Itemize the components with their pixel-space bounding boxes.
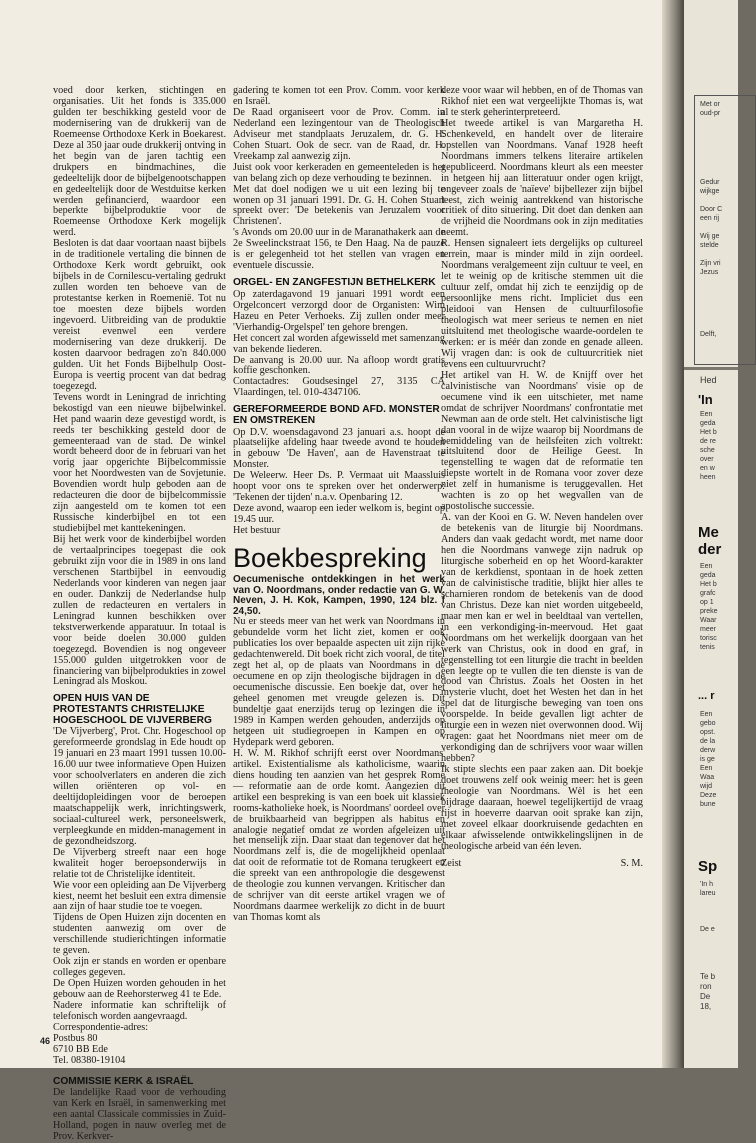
paragraph: Wie voor een opleiding aan De Vijverberg kiest, neemt het besluit een extra dimensie aan zijn of haar studie toe te voegen. <box>53 879 226 913</box>
heading-fragment: Sp <box>698 858 718 875</box>
paragraph: Tevens wordt in Leningrad de inrichting bekostigd van een nieuwe bijbelwinkel. Het pand waarin deze gevestigd wordt, is reeds ter beschikking gesteld door de gemeenteraad van de stad. De winkel wordt beheerd door de in februari van het vorig jaar opgerichte Bijbelcommissie voor het Noordwesten van de Sovjetunie. Bovendien wordt hulp geboden aan de redacteuren die door de bijbelcommissie zijn aangesteld om te komen tot een Russische kinderbijbel en tot een studiebijbel met kanttekeningen. <box>53 391 226 535</box>
heading-fragment: 'In <box>698 392 713 407</box>
paragraph: De Weleerw. Heer Ds. P. Vermaat uit Maassluis hoopt voor ons te spreken over het onderwerp: 'Tekenen der tijden' n.a.v. Openbaring 12. <box>233 470 445 504</box>
text-fragment: Te b ron De 18, <box>700 972 716 1011</box>
text-fragment: Wij ge stelde <box>700 233 720 249</box>
text-fragment: Met or oud-pr <box>700 101 721 117</box>
paragraph: De Vijverberg streeft naar een hoge kwaliteit hoger beroepsonderwijs in relatie tot de Christelijke identiteit. <box>53 846 226 880</box>
paragraph: Op zaterdagavond 19 januari 1991 wordt een Orgelconcert verzorgd door de Organisten: Wim Hazeu en Peter Verhoeks. Zij zullen onder meer 'Vierhandig-Orgelspel' ten gehore brengen. <box>233 288 445 333</box>
paragraph: gadering te komen tot een Prov. Comm. voor kerk en Israël. <box>233 85 445 107</box>
paragraph: deze voor waar wil hebben, en of de Thomas van Rikhof niet een wat vergeelijkte Thomas is, wat al te sterk geherinterpreteerd. <box>441 85 643 118</box>
article-heading: GEREFORMEERDE BOND AFD. MONSTER EN OMSTREKEN <box>233 404 440 426</box>
paragraph: Juist ook voor kerkeraden en gemeenteleden is het van belang zich op deze verhouding te bezinnen. <box>233 161 445 184</box>
signature-initials: S. M. <box>620 857 643 869</box>
signature: Het bestuur <box>233 525 281 537</box>
paragraph: A. van der Kooi en G. W. Neven handelen over de betekenis van de liturgie bij Noordmans. Anders dan vaak gedacht wordt, met name door hen die Noordmans vanwege zijn nadruk op liturgische soberheid en op het Woord-karakter van de kerkdienst, spontaan in de hoek zetten van de calvinistische traditie, blijkt hier alles te scharnieren rondom de betekenis van de dood van Christus. Deze kan niet worden uitgebeeld, maar men kan er wel in beeldtaal van vertellen, in een verkondiging-in-meervoud. Het gaat Noordmans om het werkelijk doorgaan van het werk van Christus, ook in dood en graf, in tegenstelling tot een liturgie die tracht in beelden een leegte op te vullen die ten dienste is van de dood van Christus. Zoals het Oosten in het mysterie vlucht, doet het Westen het dan in het spel dat de liturgische beweging van toen ons voorspelde. In beide gevallen ligt achter de liturgie een in wezen niet overwonnen dood. Wij vragen: gaat het Noordmans niet meer om de verkondiging dan de schrijvers voor waar willen hebben? <box>441 512 643 765</box>
heading-fragment: Me der <box>698 524 722 558</box>
text-fragment: De e <box>700 926 715 933</box>
paragraph: De Open Huizen worden gehouden in het gebouw aan de Reehorsterweg 41 te Ede. <box>53 978 226 1001</box>
review-section-title: Boekbespreking <box>233 543 427 574</box>
paragraph: Op D.V. woensdagavond 23 januari a.s. hoopt de plaatselijke afdeling haar tweede avond te houden in gebouw 'De Haven', aan de Havenstraat te Monster. <box>233 426 445 471</box>
paragraph: Ik stipte slechts een paar zaken aan. Dit boekje doet trouwens zelf ook weinig meer: het is geen theologie van Noordmans. Wèl is het een bijdrage daaraan, hoewel tegelijkertijd de vraag rijst in hoeverre daarvan ooit sprake kan zijn, met zoveel elkaar doorkruisende gedachten en elkaar afwisselende ontwikkelingslijnen in de theologische arbeid van één leven. <box>441 764 643 852</box>
paragraph: De Raad organiseert voor de Prov. Comm. in Nederland een lezingentour van de Theologisch Adviseur met standplaats Jeruzalem, dr. G. H. Cohen Stuart. Ook de secr. van de Raad, dr. H. Vreekamp zal aanwezig zijn. <box>233 106 445 162</box>
paragraph: 's Avonds om 20.00 uur in de Maranathakerk aan de 2e Sweelinckstraat 156, te Den Haag. Na de pauze is er gelegenheid tot het stellen van vragen en eventuele discussie. <box>233 227 445 272</box>
text-fragment: Gedur wijkge <box>700 179 720 195</box>
article-heading: COMMISSIE KERK & ISRAËL <box>53 1075 194 1087</box>
paragraph: H. W. M. Rikhof schrijft eerst over Noordmans' artikel. Existentialisme als katholicisme, waarin diens houding ten aanzien van het gesprek Rome — reformatie aan de orde komt. Aangezien dit artikel een bespreking is van een boek uit klassiek rooms-katholieke hoek, is Noordmans' oordeel over de bruikbaarheid van begrippen als habitus en analogie negatief omdat ze worden afgeleizen uit het menselijk zijn. Daar staat dan tegenover dat het Noordmans zelf is, die de mogelijkheid openlaat dat ooit de reformatie tot de Romana terugkeert en die spreekt van een anthropologie die desgewenst de theologie zou kunnen vervangen. Kritischer dan de schrijver van dit eerste artikel vragen we of Noordmans daarmee werkelijk zo dicht in de buurt van Thomas komt als <box>233 747 445 924</box>
signature-place: Zeist <box>441 857 462 869</box>
article-heading: OPEN HUIS VAN DE PROTESTANTS CHRISTELIJKE HOGESCHOOL DE VIJVERBERG <box>53 693 212 726</box>
text-fragment: Zijn vri Jezus <box>700 260 721 276</box>
text-fragment: 'In h lareu <box>700 881 716 897</box>
paragraph: Contactadres: Goudsesingel 27, 3135 CA Vlaardingen, tel. 010-4347106. <box>233 376 445 399</box>
paragraph: De aanvang is 20.00 uur. Na afloop wordt gratis koffie geschonken. <box>233 354 445 377</box>
text-fragment: Een gebo opst. de la derw is ge Een Waa wijd Deze bune <box>700 711 717 808</box>
paragraph: Nu er steeds meer van het werk van Noordmans in gebundelde vorm het licht ziet, komen er ook publicaties los over bepaalde aspecten uit zijn rijke gedachtenwereld. Dit boek richt zich vooral, de titel zegt het al, op de plaats van Noordmans in de oecumene en op zijn theologische bijdragen in de oecumenische discussie. Een boekje dat, over het geheel genomen met vreugde gelezen is. Dit bundeltje gaat enerzijds terug op lezingen die in 1989 in Kampen werden gehouden, anderzijds op hetgeen uit studiegroepen in Kampen en op Hydepark werd geboren. <box>233 616 445 748</box>
heading-fragment: ... r <box>698 690 715 702</box>
column-3 <box>441 86 643 870</box>
page-gutter <box>662 0 684 1068</box>
review-book-details: Oecumenische ontdekkingen in het werk van O. Noordmans, onder redactie van G. W. Neven, J. H. Kok, Kampen, 1990, 124 blz. f 24,50. <box>233 574 445 617</box>
paragraph: Met dat doel nodigen we u uit een lezing bij te wonen op 31 januari 1991. Dr. G. H. Cohen Stuart spreekt over: 'De betekenis van Jeruzalem voor Christenen'. <box>233 183 445 228</box>
divider <box>684 367 738 370</box>
paragraph: Het tweede artikel is van Margaretha H. Schenkeveld, en handelt over de literaire opstellen van Noordmans. Vanaf 1928 heeft Noordmans immers telkens literaire artikelen gepubliceerd. Noordmans kleurt als een meester in hetgeen hij aan litteratuur onder ogen krijgt, ongeveer zoals de 'naïeve' bijbellezer zijn bijbel leest, zich weinig aantrekkend van historische critiek of dito situering. Dit doet dan denken aan de vrijheid die Noordmans ook in zijn meditaties neemt. <box>441 117 643 239</box>
text-fragment: Door C een rij <box>700 206 723 222</box>
column-2 <box>233 86 445 924</box>
paragraph: Het concert zal worden afgewisseld met samenzang van bekende liederen. <box>233 332 445 355</box>
paragraph: Correspondentie-adres: <box>53 1021 149 1033</box>
page-number: 46 <box>40 1036 51 1046</box>
paragraph: Ook zijn er stands en worden er openbare colleges gegeven. <box>53 956 226 979</box>
paragraph: R. Hensen signaleert iets dergelijks op cultureel terrein, maar is minder mild in zijn oordeel. Noordmans veralgemeent zijn cultuur te veel, en let te weinig op de kritische stemmen uit die cultuur zelf, omdat hij zich te eenzijdig op de persoonlijke mens richt. Impliciet dus een pleidooi van Hensen de cultuurfilosofie theologisch wat meer serieus te nemen en niet uitsluitend met theologische waarde-oordelen te werken: er is méér dan zonde en genade alleen. Wij vragen dan: is ook de cultuurcritiek niet tevens een cultuurvrucht? <box>441 238 643 370</box>
text-fragment: Delft, <box>700 331 717 338</box>
paragraph: Het artikel van H. W. de Knijff over het calvinistische van Noordmans' visie op de oecumene vind ik een uitschieter, met name omdat de schrijver Noordmans' confrontatie met Newman aan de orde stelt. Het calvinistische ligt dan vooral in de wijze waarop bij Noordmans de bemiddeling van de heilsfeiten zich voltrekt: uitsluitend door de Heilige Geest. In tegenstelling te wagen dat de reformatie ten diepste wortelt in de Romana voor zover deze niet zelf in humanisme is teruggevallen. Het wachten is zo op het wegvallen van de apostolische successie. <box>441 369 643 513</box>
paragraph: Tijdens de Open Huizen zijn docenten en studenten aanwezig om over de verschillende studierichtingen informatie te geven. <box>53 912 226 957</box>
paragraph: Bij het werk voor de kinderbijbel worden de vertaalprincipes toegepast die ook gebruikt zijn voor die in 1989 in ons land verschenen Startbijbel in eenvoudig Nederlands voor kinderen van negen jaar en ouder. Dankzij de Nederlandse hulp zullen de redacteuren en vertalers in Leningrad kunnen beschikken over tekstverwerkende apparatuur. In totaal is voor beide doelen 30.000 gulden toegezegd. Bovendien is nog ongeveer 155.000 gulden uitgetrokken voor de financiering van bijbelprodukties in zowel Leningrad als Moskou. <box>53 534 226 688</box>
paragraph: voed door kerken, stichtingen en organisaties. Uit het fonds is 335.000 gulden ter beschikking gesteld voor de modernisering van de drukkerij van de Roemeense Orthodoxe Kerk in Boekarest. Deze al 350 jaar oude drukkerij ontving in het begin van de jaren tachtig een drukpers en bindmachines, die gedeeltelijk door de bijbelgenootschappen en gedeeltelijk door de Westduitse kerken werden gefinancierd, waardoor een beperkte bijbelproduktie voor de Roemeense Orthodoxe Kerk mogelijk werd. <box>53 85 226 239</box>
text-fragment: Een geda Het b grafc op 1 preke Waar meer torisc tenis <box>700 563 718 651</box>
paragraph: Besloten is dat daar voortaan naast bijbels in de traditionele vertaling die binnen de Orthodoxe Kerk wordt gebruikt, ook bijbels in de Cornilescu-vertaling gedrukt zullen worden ten behoeve van de protestantse kerken in Roemenië. Tot nu toe moesten deze bijbels worden ingevoerd. Uitbreiding van de produktie vereist evenwel een verdere modernisering van deze drukkerij. De kosten daarvoor bedragen zo'n 840.000 gulden. Uit het Fonds Bijbelhulp Oost-Europa is veertig procent van dat bedrag toegezegd. <box>53 238 226 392</box>
paragraph: De landelijke Raad voor de verhouding van Kerk en Israël, in samenwerking met een aantal Classicale commissies in Zuid-Holland, pogen in nauw overleg met de Prov. Kerkver- <box>53 1087 226 1143</box>
review-signature <box>441 859 643 870</box>
address-line: 6710 BB Ede <box>53 1043 108 1055</box>
address-line: Postbus 80 <box>53 1032 98 1044</box>
paragraph: Deze avond, waarop een ieder welkom is, begint op 19.45 uur. <box>233 503 445 526</box>
address-line: Tel. 08380-19104 <box>53 1054 126 1066</box>
boxed-notice <box>694 95 756 365</box>
paragraph: Nadere informatie kan schriftelijk of telefonisch worden aangevraagd. <box>53 1000 226 1022</box>
text-fragment: Een geda Het b de re sche over en w heen <box>700 411 717 481</box>
paragraph: 'De Vijverberg', Prot. Chr. Hogeschool op gereformeerde grondslag in Ede houdt op 19 januari en 23 maart 1991 tussen 10.00-16.00 uur twee informatieve Open Huizen voor schoolverlaters en anderen die zich willen oriënteren op vol- en deeltijdopleidingen voor de beroepen maatschappelijk werk, inrichtingswerk, sociaal-cultureel werk, personeelswerk, verpleegkunde en midden-management in de gezondheidszorg. <box>53 726 226 847</box>
text-fragment: Hed <box>700 375 717 385</box>
article-heading: ORGEL- EN ZANGFESTIJN BETHELKERK <box>233 277 436 289</box>
column-1 <box>53 86 226 1143</box>
right-page-edge <box>684 0 738 1068</box>
